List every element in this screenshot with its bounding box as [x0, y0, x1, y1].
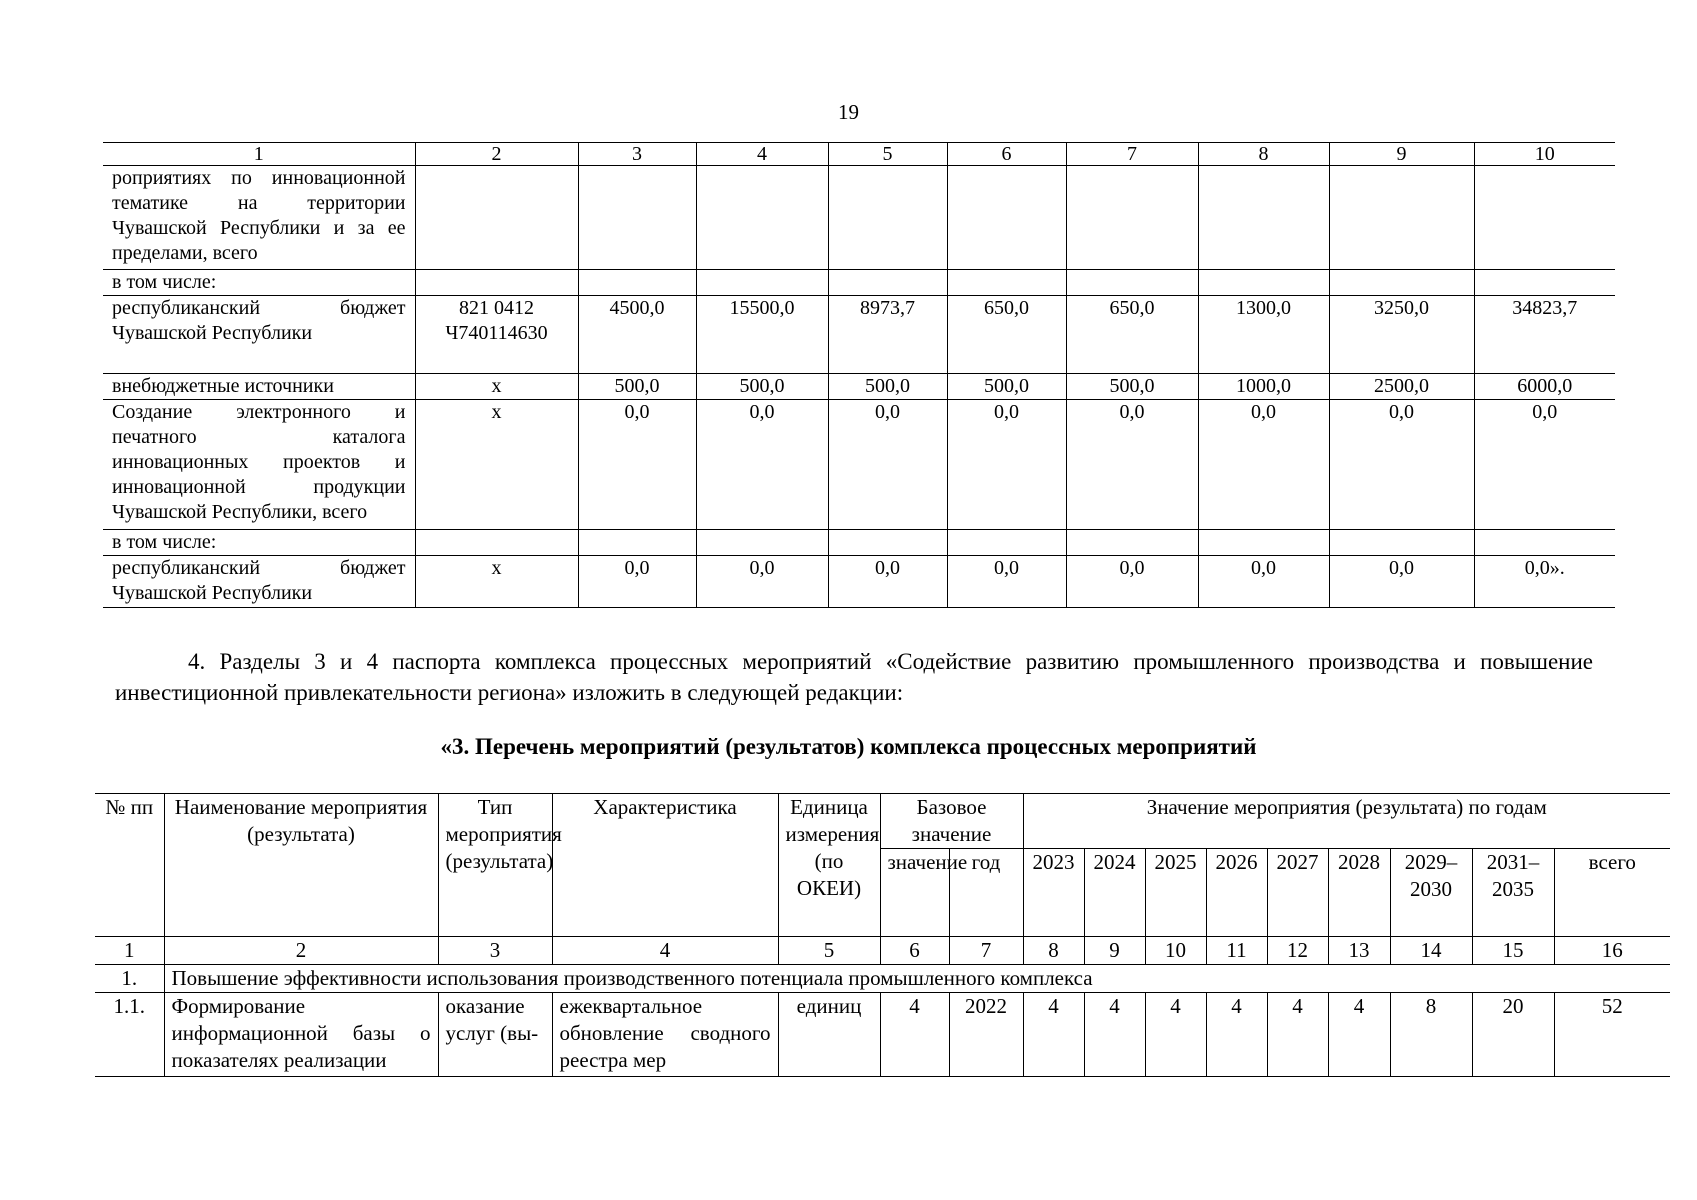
table-row — [103, 374, 1615, 400]
cell-value: 15500,0 — [696, 296, 828, 374]
section-title: Повышение эффективности использования производственного потенциала промышленного комплекса — [164, 965, 1670, 993]
item-characteristic: ежеквартальное обновление сводного реестра мер — [552, 993, 778, 1077]
col-number: 7 — [949, 937, 1023, 965]
header-year: 2028 — [1328, 849, 1390, 937]
item-year-value: 4 — [1267, 993, 1328, 1077]
col-number: 12 — [1267, 937, 1328, 965]
col-number: 3 — [438, 937, 552, 965]
table-row — [103, 166, 1615, 270]
cell-value — [696, 530, 828, 556]
cell-value — [578, 530, 696, 556]
col-number: 11 — [1206, 937, 1267, 965]
cell-value — [1198, 270, 1329, 296]
item-year-value: 20 — [1472, 993, 1554, 1077]
col-number: 9 — [1329, 143, 1474, 166]
item-name: Формирование информационной базы о показателях реализации — [164, 993, 438, 1077]
section-row — [95, 965, 1670, 993]
col-number: 5 — [778, 937, 880, 965]
header-type: Тип мероприятия (результата) — [438, 794, 552, 937]
budget-code: x — [415, 556, 578, 608]
item-year-value: 4 — [1084, 993, 1145, 1077]
column-number-row — [95, 937, 1670, 965]
item-unit: единиц — [778, 993, 880, 1077]
budget-code: 821 0412 Ч740114630 — [415, 296, 578, 374]
cell-value — [1329, 166, 1474, 270]
cell-value — [828, 166, 947, 270]
section-num: 1. — [95, 965, 164, 993]
cell-value: 0,0 — [578, 556, 696, 608]
cell-value — [947, 166, 1066, 270]
item-year-value: 4 — [1206, 993, 1267, 1077]
col-number: 4 — [552, 937, 778, 965]
cell-value: 500,0 — [828, 374, 947, 400]
cell-value: 0,0 — [947, 556, 1066, 608]
item-base-year: 2022 — [949, 993, 1023, 1077]
col-number: 16 — [1554, 937, 1670, 965]
col-number: 10 — [1145, 937, 1206, 965]
cell-value: 3250,0 — [1329, 296, 1474, 374]
table-row — [103, 556, 1615, 608]
header-unit: Единица измерения (по ОКЕИ) — [778, 794, 880, 937]
item-year-value: 4 — [1328, 993, 1390, 1077]
col-number: 4 — [696, 143, 828, 166]
cell-value: 0,0 — [1066, 556, 1198, 608]
cell-value: 0,0 — [1066, 400, 1198, 530]
cell-value — [947, 530, 1066, 556]
cell-value: 0,0 — [696, 400, 828, 530]
header-year: 2026 — [1206, 849, 1267, 937]
funding-table — [103, 142, 1615, 608]
budget-code — [415, 270, 578, 296]
item-type: оказание услуг (вы- — [438, 993, 552, 1077]
col-number: 3 — [578, 143, 696, 166]
item-base-value: 4 — [880, 993, 949, 1077]
table-row — [103, 530, 1615, 556]
cell-value: 0,0 — [947, 400, 1066, 530]
measures-table — [95, 793, 1670, 1077]
budget-code — [415, 530, 578, 556]
header-characteristic: Характеристика — [552, 794, 778, 937]
header-year: 2025 — [1145, 849, 1206, 937]
cell-value: 1000,0 — [1198, 374, 1329, 400]
amendment-paragraph: 4. Разделы 3 и 4 паспорта комплекса процессных мероприятий «Содействие развитию промышленного производства и повышение инвестиционной привлекательности региона» изложить в следующей редакции: — [115, 649, 1593, 705]
cell-value: 4500,0 — [578, 296, 696, 374]
cell-value: 0,0 — [1198, 556, 1329, 608]
cell-value — [1066, 530, 1198, 556]
header-values-by-year: Значение мероприятия (результата) по годам — [1023, 794, 1670, 849]
row-label: в том числе: — [103, 530, 415, 556]
cell-value — [1198, 166, 1329, 270]
cell-value: 0,0 — [828, 556, 947, 608]
cell-value — [696, 270, 828, 296]
cell-value — [1066, 270, 1198, 296]
cell-value — [828, 530, 947, 556]
header-year: 2031–2035 — [1472, 849, 1554, 937]
row-label: внебюджетные источники — [103, 374, 415, 400]
cell-value: 0,0 — [1329, 556, 1474, 608]
header-year: 2023 — [1023, 849, 1084, 937]
item-total: 52 — [1554, 993, 1670, 1077]
header-base-value: значение — [880, 849, 949, 937]
col-number: 2 — [164, 937, 438, 965]
col-number: 13 — [1328, 937, 1390, 965]
budget-code: x — [415, 374, 578, 400]
cell-value: 500,0 — [947, 374, 1066, 400]
header-base-year: год — [949, 849, 1023, 937]
column-number-row — [103, 143, 1615, 166]
item-num: 1.1. — [95, 993, 164, 1077]
col-number: 6 — [880, 937, 949, 965]
budget-code: x — [415, 400, 578, 530]
header-year: 2024 — [1084, 849, 1145, 937]
cell-value — [1474, 166, 1615, 270]
cell-value: 0,0 — [1474, 400, 1615, 530]
row-label: роприятиях по инновационной тематике на территории Чувашской Республики и за ее пределами, всего — [103, 166, 415, 270]
cell-value: 2500,0 — [1329, 374, 1474, 400]
section-heading: «3. Перечень мероприятий (результатов) комплекса процессных мероприятий — [440, 734, 1257, 759]
cell-value: 500,0 — [578, 374, 696, 400]
cell-value: 6000,0 — [1474, 374, 1615, 400]
cell-value: 1300,0 — [1198, 296, 1329, 374]
cell-value: 500,0 — [696, 374, 828, 400]
header-total: всего — [1554, 849, 1670, 937]
col-number: 5 — [828, 143, 947, 166]
col-number: 8 — [1198, 143, 1329, 166]
cell-value: 0,0 — [696, 556, 828, 608]
cell-value — [578, 270, 696, 296]
budget-code — [415, 166, 578, 270]
col-number: 6 — [947, 143, 1066, 166]
cell-value: 0,0 — [1198, 400, 1329, 530]
header-year: 2027 — [1267, 849, 1328, 937]
cell-value: 0,0 — [578, 400, 696, 530]
cell-value: 0,0 — [1329, 400, 1474, 530]
cell-value — [947, 270, 1066, 296]
table-row — [103, 400, 1615, 530]
col-number: 1 — [103, 143, 415, 166]
cell-value: 500,0 — [1066, 374, 1198, 400]
cell-value: 34823,7 — [1474, 296, 1615, 374]
cell-value: 0,0». — [1474, 556, 1615, 608]
item-year-value: 4 — [1023, 993, 1084, 1077]
header-row — [95, 794, 1670, 849]
cell-value — [1474, 270, 1615, 296]
item-year-value: 4 — [1145, 993, 1206, 1077]
col-number: 2 — [415, 143, 578, 166]
page-number: 19 — [838, 100, 859, 124]
header-base: Базовое значение — [880, 794, 1023, 849]
col-number: 8 — [1023, 937, 1084, 965]
col-number: 14 — [1390, 937, 1472, 965]
cell-value — [578, 166, 696, 270]
cell-value — [1329, 270, 1474, 296]
header-num: № пп — [95, 794, 164, 937]
cell-value: 650,0 — [1066, 296, 1198, 374]
header-name: Наименование мероприятия (результата) — [164, 794, 438, 937]
cell-value — [1198, 530, 1329, 556]
cell-value — [1066, 166, 1198, 270]
row-label: Создание электронного и печатного каталога инновационных проектов и инновационной продукции Чувашской Республики, всего — [103, 400, 415, 530]
table-row — [103, 296, 1615, 374]
header-year: 2029–2030 — [1390, 849, 1472, 937]
cell-value — [1474, 530, 1615, 556]
col-number: 15 — [1472, 937, 1554, 965]
row-label: республиканский бюджет Чувашской Республики — [103, 556, 415, 608]
cell-value — [828, 270, 947, 296]
cell-value — [696, 166, 828, 270]
row-label: республиканский бюджет Чувашской Республики — [103, 296, 415, 374]
col-number: 10 — [1474, 143, 1615, 166]
item-year-value: 8 — [1390, 993, 1472, 1077]
cell-value: 8973,7 — [828, 296, 947, 374]
table-row — [103, 270, 1615, 296]
col-number: 9 — [1084, 937, 1145, 965]
cell-value: 0,0 — [828, 400, 947, 530]
table-row — [95, 993, 1670, 1077]
row-label: в том числе: — [103, 270, 415, 296]
col-number: 1 — [95, 937, 164, 965]
col-number: 7 — [1066, 143, 1198, 166]
cell-value — [1329, 530, 1474, 556]
cell-value: 650,0 — [947, 296, 1066, 374]
